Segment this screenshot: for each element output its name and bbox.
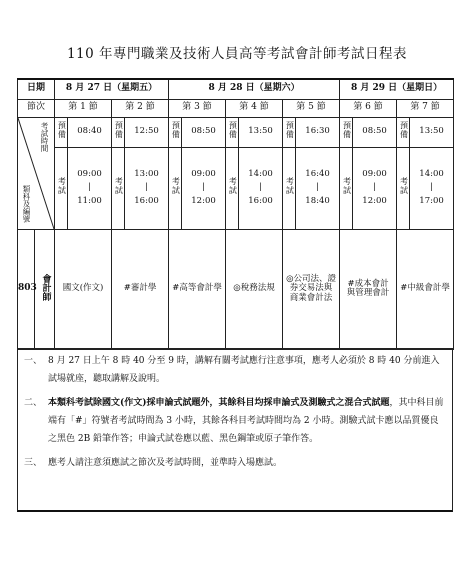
date-row [18, 79, 454, 99]
prep-time: 16:30 [296, 117, 340, 147]
prep-label: 預備 [342, 121, 352, 140]
prep-label: 預備 [285, 121, 295, 140]
category-row [18, 229, 454, 349]
note-text: 8 月 27 日上午 8 時 40 分至 9 時，講解有關考試應行注意事項，應考人必須於 8 時 40 分前進入試場就座，聽取講解及說明。 [48, 356, 440, 384]
session-cell: 第 6 節 [340, 99, 397, 117]
exam-label: 考試 [114, 177, 124, 196]
exam-time-range [125, 147, 169, 229]
exam-time-range [410, 147, 454, 229]
note-item [24, 352, 446, 388]
start-time: 14:00 [419, 168, 444, 179]
session-cell: 第 7 節 [397, 99, 454, 117]
prep-time: 08:50 [182, 117, 226, 147]
exam-schedule-table [17, 78, 454, 350]
page-title: 110 年專門職業及技術人員高等考試會計師考試日程表 [66, 46, 408, 62]
start-time: 09:00 [77, 168, 102, 179]
session-cell: 第 5 節 [283, 99, 340, 117]
subject-cell: #審計學 [112, 229, 169, 349]
date-cell: 8 月 27 日（星期五） [55, 79, 169, 99]
session-cell: 第 2 節 [112, 99, 169, 117]
prep-time: 13:50 [239, 117, 283, 147]
exam-time-range [296, 147, 340, 229]
prep-label: 預備 [57, 121, 67, 140]
exam-label: 考試 [57, 177, 67, 196]
exam-time-range [68, 147, 112, 229]
session-cell: 第 1 節 [55, 99, 112, 117]
exam-label: 考試 [399, 177, 409, 196]
exam-time-range [182, 147, 226, 229]
note-text: 應考人請注意須應試之節次及考試時間，並準時入場應試。 [48, 458, 283, 468]
note-item [24, 454, 446, 472]
end-time: 16:00 [248, 195, 273, 206]
session-cell: 第 4 節 [226, 99, 283, 117]
prep-label: 預備 [399, 121, 409, 140]
end-time: 11:00 [77, 195, 102, 206]
exam-label: 考試 [228, 177, 238, 196]
corner-category-label: 類科及編號 [22, 185, 31, 223]
end-time: 16:00 [134, 195, 159, 206]
prep-time: 08:40 [68, 117, 112, 147]
subject-cell: 國文(作文) [55, 229, 112, 349]
note-item [24, 394, 446, 448]
start-time: 09:00 [362, 168, 387, 179]
note-number: 一、 [24, 356, 43, 366]
prep-label: 預備 [171, 121, 181, 140]
end-time: 12:00 [362, 195, 387, 206]
exam-time-range [239, 147, 283, 229]
date-cell: 8 月 28 日（星期六） [169, 79, 340, 99]
subject-cell: ◎公司法、證券交易法與商業會計法 [283, 229, 340, 349]
exam-time-row [18, 147, 454, 229]
subject-cell: #高等會計學 [169, 229, 226, 349]
note-number: 二、 [24, 398, 43, 408]
diagonal-header-cell [18, 117, 55, 229]
start-time: 16:40 [305, 168, 330, 179]
session-row [18, 99, 454, 117]
note-text: ，其中科目前端有「#」符號者考試時間為 3 小時，其餘各科目考試時間均為 2 小時。測驗式試卡應以品質優良之黑色 2B 鉛筆作答；申論式試卷應以藍、黑色鋼筆或原子筆作答。 [48, 398, 444, 444]
prep-time: 13:50 [410, 117, 454, 147]
notes-section [17, 348, 453, 512]
note-bold-text: 本類科考試除國文(作文)採申論式試題外，其餘科目均採申論式及測驗式之混合式試題 [48, 398, 390, 408]
prep-time-row [18, 117, 454, 147]
time-separator: | [145, 182, 148, 193]
category-name: 會計師 [40, 273, 51, 301]
exam-label: 考試 [285, 177, 295, 196]
subject-cell: #成本會計與管理會計 [340, 229, 397, 349]
subject-cell: ◎稅務法規 [226, 229, 283, 349]
note-number: 三、 [24, 458, 43, 468]
exam-time-range [353, 147, 397, 229]
date-label: 日期 [18, 79, 55, 99]
time-separator: | [88, 182, 91, 193]
subject-cell: #中級會計學 [397, 229, 454, 349]
end-time: 18:40 [305, 195, 330, 206]
category-code: 803 [18, 229, 35, 349]
time-separator: | [430, 182, 433, 193]
date-cell: 8 月 29 日（星期日） [340, 79, 454, 99]
start-time: 14:00 [248, 168, 273, 179]
start-time: 13:00 [134, 168, 159, 179]
exam-label: 考試 [342, 177, 352, 196]
exam-label: 考試 [171, 177, 181, 196]
time-separator: | [373, 182, 376, 193]
time-separator: | [202, 182, 205, 193]
start-time: 09:00 [191, 168, 216, 179]
prep-label: 預備 [114, 121, 124, 140]
session-label: 節次 [18, 99, 55, 117]
prep-time: 12:50 [125, 117, 169, 147]
time-separator: | [316, 182, 319, 193]
corner-exam-time-label: 考試時間 [40, 121, 50, 152]
prep-time: 08:50 [353, 117, 397, 147]
prep-label: 預備 [228, 121, 238, 140]
end-time: 17:00 [419, 195, 444, 206]
time-separator: | [259, 182, 262, 193]
end-time: 12:00 [191, 195, 216, 206]
session-cell: 第 3 節 [169, 99, 226, 117]
